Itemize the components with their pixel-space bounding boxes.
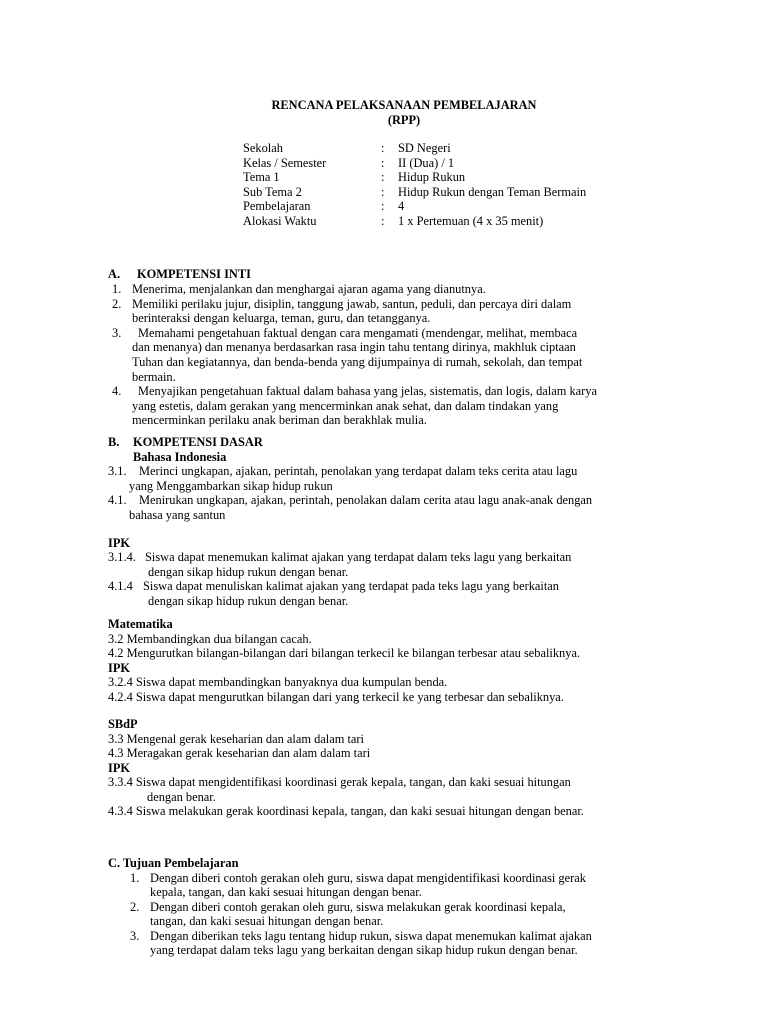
subject-title: SBdP: [108, 717, 138, 731]
list-item: [112, 384, 722, 428]
list-number: 4.1.: [108, 493, 127, 508]
list-text: Dengan diberi contoh gerakan oleh guru, siswa melakukan gerak koordinasi kepala,: [150, 899, 566, 914]
list-number: 4.: [112, 384, 122, 399]
ipk-title: IPK: [108, 660, 131, 675]
list-item: [108, 550, 728, 579]
list-text: Merinci ungkapan, ajakan, perintah, penolakan yang terdapat dalam teks cerita atau lagu: [139, 464, 578, 478]
list-number: 4.1.4: [108, 579, 133, 594]
section-b-heading: KOMPETENSI DASAR: [133, 435, 263, 449]
list-item: [108, 579, 728, 608]
identity-label: Pembelajaran: [243, 199, 311, 213]
list-number: 3.1.4.: [108, 550, 136, 564]
list-item: [130, 900, 730, 929]
list-text: dan menanya) dan menanya berdasarkan rasa ingin tahu tentang dirinya, makhluk ciptaan: [132, 340, 576, 355]
list-text: Dengan diberikan teks lagu tentang hidup rukun, siswa dapat menemukan kalimat ajakan: [150, 928, 592, 943]
subject-title: Bahasa Indonesia: [133, 449, 227, 464]
list-text: yang Menggambarkan sikap hidup rukun: [129, 478, 333, 493]
list-text: kepala, tangan, dan kaki sesuai hitungan dengan benar.: [150, 885, 422, 900]
list-item: [112, 326, 722, 384]
list-text: Siswa dapat menuliskan kalimat ajakan yang terdapat pada teks lagu yang berkaitan: [143, 579, 559, 594]
section-a-letter: A.: [108, 267, 121, 281]
list-text: tangan, dan kaki sesuai hitungan dengan benar.: [150, 914, 384, 929]
ipk-title: IPK: [108, 536, 131, 550]
identity-label: Tema 1: [243, 170, 280, 184]
section-a-heading: KOMPETENSI INTI: [137, 267, 251, 281]
list-text: Menyajikan pengetahuan faktual dalam bahasa yang jelas, sistematis, dan logis, dalam karya: [138, 384, 597, 399]
kd-bahasa-list: [108, 464, 728, 522]
identity-label: Kelas / Semester: [243, 155, 327, 170]
list-text: Tuhan dan kegiatannya, dan benda-benda yang dijumpainya di rumah, sekolah, dan tempat: [132, 354, 583, 369]
list-text: dengan sikap hidup rukun dengan benar.: [148, 593, 349, 608]
list-number: 2.: [130, 899, 140, 914]
list-text: Dengan diberi contoh gerakan oleh guru, siswa dapat mengidentifikasi koordinasi gerak: [150, 870, 586, 885]
document-title: RENCANA PELAKSANAAN PEMBELAJARAN: [271, 98, 537, 112]
list-text: Siswa dapat menemukan kalimat ajakan yang terdapat dalam teks lagu yang berkaitan: [145, 550, 572, 564]
ipk-item: 4.3.4 Siswa melakukan gerak koordinasi kepala, tangan, dan kaki sesuai hitungan dengan benar.: [108, 804, 584, 818]
list-text: berinteraksi dengan keluarga, teman, guru, dan tetangganya.: [132, 311, 431, 326]
list-number: 3.: [112, 325, 122, 340]
identity-colon: :: [381, 155, 385, 170]
list-item: [130, 929, 730, 958]
list-item: [108, 493, 728, 522]
identity-value: II (Dua) / 1: [398, 155, 455, 170]
subject-title: Matematika: [108, 617, 173, 631]
ipk-item: 4.2.4 Siswa dapat mengurutkan bilangan dari yang terkecil ke yang terbesar dan sebaliknya.: [108, 689, 564, 704]
ipk-title: IPK: [108, 760, 131, 775]
ipk-item: 3.2.4 Siswa dapat membandingkan banyaknya dua kumpulan benda.: [108, 675, 448, 689]
identity-colon: :: [381, 170, 385, 184]
ipk-item: 3.3.4 Siswa dapat mengidentifikasi koordinasi gerak kepala, tangan, dan kaki sesuai hitungan: [108, 775, 571, 789]
identity-label: Sekolah: [243, 141, 283, 155]
list-text: dengan sikap hidup rukun dengan benar.: [148, 564, 349, 579]
list-text: bermain.: [132, 369, 176, 384]
list-number: 3.1.: [108, 464, 127, 478]
kompetensi-inti-list: [112, 282, 722, 428]
list-item: [108, 464, 728, 493]
list-number: 1.: [130, 870, 140, 885]
identity-colon: :: [381, 199, 385, 213]
identity-value: 1 x Pertemuan (4 x 35 menit): [398, 213, 544, 228]
list-text: mencerminkan perilaku anak beriman dan berakhlak mulia.: [132, 413, 427, 428]
kd-item: 3.3 Mengenal gerak keseharian dan alam dalam tari: [108, 731, 364, 746]
kd-item: 4.3 Meragakan gerak keseharian dan alam dalam tari: [108, 746, 371, 760]
section-b-letter: B.: [108, 435, 120, 449]
identity-colon: :: [381, 184, 385, 199]
identity-label: Alokasi Waktu: [243, 213, 317, 228]
identity-value: 4: [398, 199, 405, 213]
identity-colon: :: [381, 213, 385, 228]
list-text: Menerima, menjalankan dan menghargai ajaran agama yang dianutnya.: [132, 282, 486, 296]
kd-item: 3.2 Membandingkan dua bilangan cacah.: [108, 631, 312, 646]
list-text: Memahami pengetahuan faktual dengan cara mengamati (mendengar, melihat, membaca: [138, 325, 578, 340]
identity-value: SD Negeri: [398, 141, 451, 155]
section-c-heading: C. Tujuan Pembelajaran: [108, 856, 239, 870]
ipk-item-continuation: dengan benar.: [147, 789, 216, 804]
list-item: [112, 282, 722, 297]
list-text: yang estetis, dalam gerakan yang mencerminkan anak sehat, dan dalam tindakan yang: [132, 398, 559, 413]
identity-value: Hidup Rukun dengan Teman Bermain: [398, 184, 587, 199]
list-item: [130, 871, 730, 900]
list-number: 3.: [130, 928, 140, 943]
kd-item: 4.2 Mengurutkan bilangan-bilangan dari bilangan terkecil ke bilangan terbesar atau sebaliknya.: [108, 646, 581, 660]
identity-colon: :: [381, 141, 385, 155]
document-subtitle: (RPP): [387, 113, 421, 127]
ipk-bahasa-list: [108, 550, 728, 608]
list-number: 1.: [112, 282, 122, 296]
list-text: yang terdapat dalam teks lagu yang berkaitan dengan sikap hidup rukun dengan benar.: [150, 943, 578, 958]
list-text: bahasa yang santun: [129, 507, 226, 522]
list-item: [112, 297, 722, 326]
identity-label: Sub Tema 2: [243, 184, 302, 199]
list-text: Menirukan ungkapan, ajakan, perintah, penolakan dalam cerita atau lagu anak-anak dengan: [139, 493, 593, 508]
identity-value: Hidup Rukun: [398, 170, 466, 184]
list-number: 2.: [112, 296, 122, 311]
list-text: Memiliki perilaku jujur, disiplin, tanggung jawab, santun, peduli, dan percaya diri dalam: [132, 296, 572, 311]
tujuan-list: [130, 871, 730, 959]
